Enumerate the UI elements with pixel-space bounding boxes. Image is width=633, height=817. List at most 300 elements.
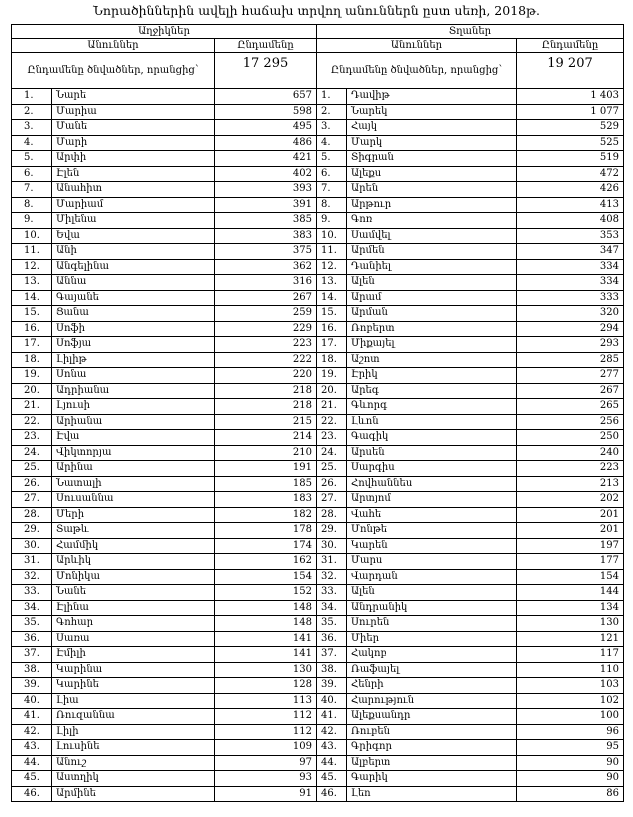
boy-rank: 1.: [317, 89, 347, 105]
table-row: [12, 492, 624, 508]
totals-row: [12, 53, 624, 89]
boy-name: Արեն: [347, 182, 517, 198]
girl-rank: 8.: [12, 198, 52, 214]
girl-name: Համմիկ: [52, 539, 215, 555]
boy-name: Գրիգոր: [347, 740, 517, 756]
boy-name: Ալբերտ: [347, 756, 517, 772]
table-row: [12, 244, 624, 260]
table-row: [12, 756, 624, 772]
boy-count: 240: [517, 446, 624, 462]
boy-rank: 33.: [317, 585, 347, 601]
boys-total-value: 19 207: [517, 53, 624, 89]
girl-name: Կարինա: [52, 663, 215, 679]
girl-count: 223: [215, 337, 317, 353]
boy-rank: 2.: [317, 105, 347, 121]
girl-name: Միլենա: [52, 213, 215, 229]
boy-name: Գևորգ: [347, 399, 517, 415]
boy-name: Լեո: [347, 787, 517, 803]
boy-name: Գագիկ: [347, 430, 517, 446]
girl-count: 385: [215, 213, 317, 229]
table-row: [12, 415, 624, 431]
boy-count: 100: [517, 709, 624, 725]
girl-name: Կարինե: [52, 678, 215, 694]
girl-rank: 30.: [12, 539, 52, 555]
boy-name: Միեր: [347, 632, 517, 648]
boy-count: 347: [517, 244, 624, 260]
table-row: [12, 399, 624, 415]
table-row: [12, 337, 624, 353]
boy-rank: 19.: [317, 368, 347, 384]
boy-rank: 25.: [317, 461, 347, 477]
girls-total-label: Ընդամենը ծնվածներ, որանցից՝: [12, 53, 215, 89]
table-row: [12, 523, 624, 539]
girl-rank: 40.: [12, 694, 52, 710]
boy-rank: 13.: [317, 275, 347, 291]
table-row: [12, 260, 624, 276]
girl-rank: 9.: [12, 213, 52, 229]
boy-count: 201: [517, 523, 624, 539]
girl-count: 222: [215, 353, 317, 369]
boy-rank: 5.: [317, 151, 347, 167]
boy-count: 213: [517, 477, 624, 493]
girls-header: Աղջիկներ: [12, 25, 317, 39]
boy-rank: 9.: [317, 213, 347, 229]
girl-count: 402: [215, 167, 317, 183]
boy-count: 90: [517, 771, 624, 787]
girls-count-header: Ընդամենը: [215, 39, 317, 53]
girl-name: Անի: [52, 244, 215, 260]
boy-count: 293: [517, 337, 624, 353]
girl-count: 218: [215, 384, 317, 400]
boy-rank: 41.: [317, 709, 347, 725]
boy-rank: 43.: [317, 740, 347, 756]
girl-rank: 15.: [12, 306, 52, 322]
girl-rank: 20.: [12, 384, 52, 400]
boy-name: Արթուր: [347, 198, 517, 214]
girl-name: Տաթև: [52, 523, 215, 539]
girl-name: Գայանե: [52, 291, 215, 307]
girl-name: Արփի: [52, 151, 215, 167]
table-row: [12, 678, 624, 694]
girl-count: 210: [215, 446, 317, 462]
girl-name: Արիանա: [52, 415, 215, 431]
table-row: [12, 446, 624, 462]
girl-rank: 10.: [12, 229, 52, 245]
girl-count: 182: [215, 508, 317, 524]
girl-count: 109: [215, 740, 317, 756]
girl-rank: 7.: [12, 182, 52, 198]
girl-rank: 14.: [12, 291, 52, 307]
girl-name: Նարե: [52, 89, 215, 105]
girl-rank: 34.: [12, 601, 52, 617]
girl-name: Սոֆյա: [52, 337, 215, 353]
girl-count: 421: [215, 151, 317, 167]
boy-name: Արման: [347, 306, 517, 322]
boy-name: Հենրի: [347, 678, 517, 694]
girl-rank: 35.: [12, 616, 52, 632]
boy-rank: 12.: [317, 260, 347, 276]
boy-rank: 6.: [317, 167, 347, 183]
girl-rank: 6.: [12, 167, 52, 183]
girl-name: Մոնիկա: [52, 570, 215, 586]
girl-rank: 4.: [12, 136, 52, 152]
boy-count: 201: [517, 508, 624, 524]
girl-rank: 27.: [12, 492, 52, 508]
girl-count: 93: [215, 771, 317, 787]
boy-rank: 44.: [317, 756, 347, 772]
table-row: [12, 291, 624, 307]
girl-count: 598: [215, 105, 317, 121]
boy-rank: 14.: [317, 291, 347, 307]
boy-name: Ալեքս: [347, 167, 517, 183]
table-row: [12, 105, 624, 121]
boys-names-header: Անուններ: [317, 39, 517, 53]
column-header-row: [12, 39, 624, 53]
boy-name: Մարս: [347, 554, 517, 570]
table-row: [12, 663, 624, 679]
table-row: [12, 725, 624, 741]
girl-rank: 41.: [12, 709, 52, 725]
girl-count: 152: [215, 585, 317, 601]
boy-name: Գոռ: [347, 213, 517, 229]
boy-count: 519: [517, 151, 624, 167]
boy-count: 277: [517, 368, 624, 384]
boy-count: 110: [517, 663, 624, 679]
table-row: [12, 709, 624, 725]
boy-rank: 37.: [317, 647, 347, 663]
girl-count: 162: [215, 554, 317, 570]
boy-rank: 8.: [317, 198, 347, 214]
table-row: [12, 647, 624, 663]
girl-name: Անահիտ: [52, 182, 215, 198]
girl-count: 183: [215, 492, 317, 508]
girl-count: 174: [215, 539, 317, 555]
boy-rank: 45.: [317, 771, 347, 787]
girl-rank: 43.: [12, 740, 52, 756]
girl-count: 178: [215, 523, 317, 539]
girl-rank: 2.: [12, 105, 52, 121]
table-row: [12, 601, 624, 617]
girl-rank: 44.: [12, 756, 52, 772]
girl-count: 375: [215, 244, 317, 260]
boy-count: 197: [517, 539, 624, 555]
boy-name: Արամ: [347, 291, 517, 307]
boy-count: 333: [517, 291, 624, 307]
boy-name: Սուրեն: [347, 616, 517, 632]
boy-count: 267: [517, 384, 624, 400]
girl-name: Էմիլի: [52, 647, 215, 663]
table-row: [12, 539, 624, 555]
girl-rank: 12.: [12, 260, 52, 276]
boy-rank: 10.: [317, 229, 347, 245]
girl-name: Անուշ: [52, 756, 215, 772]
boy-name: Հովհաննես: [347, 477, 517, 493]
boy-name: Նարեկ: [347, 105, 517, 121]
girl-name: Լիա: [52, 694, 215, 710]
table-row: [12, 306, 624, 322]
boy-name: Արմեն: [347, 244, 517, 260]
table-row: [12, 368, 624, 384]
girl-count: 316: [215, 275, 317, 291]
table-row: [12, 89, 624, 105]
girl-count: 91: [215, 787, 317, 803]
girl-count: 267: [215, 291, 317, 307]
boy-count: 408: [517, 213, 624, 229]
girl-name: Աստղիկ: [52, 771, 215, 787]
boy-rank: 23.: [317, 430, 347, 446]
girl-count: 97: [215, 756, 317, 772]
boy-name: Հարություն: [347, 694, 517, 710]
boy-rank: 22.: [317, 415, 347, 431]
girl-rank: 37.: [12, 647, 52, 663]
girl-name: Լիլի: [52, 725, 215, 741]
girl-count: 113: [215, 694, 317, 710]
boy-count: 1 077: [517, 105, 624, 121]
girl-name: Արմինե: [52, 787, 215, 803]
boy-count: 130: [517, 616, 624, 632]
girl-rank: 5.: [12, 151, 52, 167]
girl-rank: 16.: [12, 322, 52, 338]
table-row: [12, 213, 624, 229]
boy-name: Լևոն: [347, 415, 517, 431]
boy-count: 177: [517, 554, 624, 570]
boy-name: Տիգրան: [347, 151, 517, 167]
boy-count: 223: [517, 461, 624, 477]
boy-rank: 21.: [317, 399, 347, 415]
table-row: [12, 136, 624, 152]
girl-name: Լյուսի: [52, 399, 215, 415]
girl-count: 128: [215, 678, 317, 694]
boy-count: 1 403: [517, 89, 624, 105]
table-row: [12, 353, 624, 369]
boy-count: 285: [517, 353, 624, 369]
boy-name: Դավիթ: [347, 89, 517, 105]
girl-name: Անգելինա: [52, 260, 215, 276]
girl-count: 229: [215, 322, 317, 338]
boy-count: 472: [517, 167, 624, 183]
girl-name: Էլեն: [52, 167, 215, 183]
boy-rank: 28.: [317, 508, 347, 524]
girl-name: Վիկտորյա: [52, 446, 215, 462]
boy-count: 413: [517, 198, 624, 214]
boy-rank: 39.: [317, 678, 347, 694]
girl-rank: 33.: [12, 585, 52, 601]
girl-name: Նատալի: [52, 477, 215, 493]
girl-name: Սոֆի: [52, 322, 215, 338]
boy-rank: 26.: [317, 477, 347, 493]
boy-name: Դանիել: [347, 260, 517, 276]
girl-rank: 31.: [12, 554, 52, 570]
girl-name: Մարի: [52, 136, 215, 152]
girl-rank: 13.: [12, 275, 52, 291]
boy-name: Էրիկ: [347, 368, 517, 384]
girl-count: 495: [215, 120, 317, 136]
girl-count: 214: [215, 430, 317, 446]
girl-count: 486: [215, 136, 317, 152]
boy-count: 90: [517, 756, 624, 772]
girl-count: 391: [215, 198, 317, 214]
boy-name: Հակոբ: [347, 647, 517, 663]
girl-name: Սուսաննա: [52, 492, 215, 508]
boys-total-label: Ընդամենը ծնվածներ, որանցից՝: [317, 53, 517, 89]
page-title: Նորածիններին ավելի հաճախ տրվող անուններն ըստ սեռի, 2018թ.: [93, 3, 540, 18]
boy-count: 95: [517, 740, 624, 756]
table-row: [12, 477, 624, 493]
boys-count-header: Ընդամենը: [517, 39, 624, 53]
table-row: [12, 151, 624, 167]
girl-count: 154: [215, 570, 317, 586]
girl-name: Սառա: [52, 632, 215, 648]
girl-rank: 46.: [12, 787, 52, 803]
girl-rank: 26.: [12, 477, 52, 493]
girl-rank: 23.: [12, 430, 52, 446]
girl-name: Լուսինե: [52, 740, 215, 756]
boy-count: 320: [517, 306, 624, 322]
girl-name: Ցանա: [52, 306, 215, 322]
boy-name: Ռուբեն: [347, 725, 517, 741]
boy-name: Սարգիս: [347, 461, 517, 477]
boy-rank: 34.: [317, 601, 347, 617]
boy-name: Մարկ: [347, 136, 517, 152]
girl-name: Էլինա: [52, 601, 215, 617]
boy-rank: 32.: [317, 570, 347, 586]
boy-rank: 3.: [317, 120, 347, 136]
table-row: [12, 430, 624, 446]
boy-rank: 7.: [317, 182, 347, 198]
boy-name: Աշոտ: [347, 353, 517, 369]
girl-count: 220: [215, 368, 317, 384]
boy-count: 334: [517, 260, 624, 276]
boy-count: 144: [517, 585, 624, 601]
boy-count: 529: [517, 120, 624, 136]
boy-rank: 36.: [317, 632, 347, 648]
boy-name: Վահե: [347, 508, 517, 524]
girl-count: 141: [215, 632, 317, 648]
table-row: [12, 694, 624, 710]
boy-rank: 30.: [317, 539, 347, 555]
boy-name: Ռաֆայել: [347, 663, 517, 679]
girl-rank: 25.: [12, 461, 52, 477]
table-row: [12, 120, 624, 136]
girl-name: Ադրիանա: [52, 384, 215, 400]
girl-count: 657: [215, 89, 317, 105]
girl-name: Մարիա: [52, 105, 215, 121]
girl-name: Սոնա: [52, 368, 215, 384]
girl-rank: 38.: [12, 663, 52, 679]
girl-rank: 18.: [12, 353, 52, 369]
boy-count: 103: [517, 678, 624, 694]
boy-count: 256: [517, 415, 624, 431]
girl-count: 112: [215, 709, 317, 725]
boy-name: Ալեն: [347, 585, 517, 601]
girl-rank: 45.: [12, 771, 52, 787]
girl-count: 185: [215, 477, 317, 493]
boy-rank: 15.: [317, 306, 347, 322]
gender-header-row: [12, 25, 624, 39]
boy-count: 86: [517, 787, 624, 803]
girl-name: Ռուզաննա: [52, 709, 215, 725]
girl-name: Գոհար: [52, 616, 215, 632]
girl-rank: 22.: [12, 415, 52, 431]
boy-count: 202: [517, 492, 624, 508]
table-row: [12, 771, 624, 787]
boy-rank: 11.: [317, 244, 347, 260]
names-table: [11, 24, 624, 802]
girl-rank: 36.: [12, 632, 52, 648]
girl-rank: 32.: [12, 570, 52, 586]
girl-count: 141: [215, 647, 317, 663]
boy-rank: 46.: [317, 787, 347, 803]
boy-rank: 42.: [317, 725, 347, 741]
boy-count: 96: [517, 725, 624, 741]
boy-rank: 24.: [317, 446, 347, 462]
table-row: [12, 461, 624, 477]
boy-name: Արեգ: [347, 384, 517, 400]
girl-rank: 11.: [12, 244, 52, 260]
boy-count: 525: [517, 136, 624, 152]
girl-name: Արինա: [52, 461, 215, 477]
boy-name: Սամվել: [347, 229, 517, 245]
girl-rank: 42.: [12, 725, 52, 741]
boy-count: 154: [517, 570, 624, 586]
table-row: [12, 275, 624, 291]
girl-count: 191: [215, 461, 317, 477]
table-row: [12, 616, 624, 632]
boy-name: Հայկ: [347, 120, 517, 136]
girl-name: Էվա: [52, 430, 215, 446]
girl-count: 130: [215, 663, 317, 679]
girl-name: Արևիկ: [52, 554, 215, 570]
girl-rank: 1.: [12, 89, 52, 105]
girl-name: Մանե: [52, 120, 215, 136]
boy-rank: 27.: [317, 492, 347, 508]
girl-count: 393: [215, 182, 317, 198]
boy-rank: 29.: [317, 523, 347, 539]
girl-rank: 17.: [12, 337, 52, 353]
girl-rank: 28.: [12, 508, 52, 524]
girl-name: Մարիամ: [52, 198, 215, 214]
boy-count: 102: [517, 694, 624, 710]
table-row: [12, 508, 624, 524]
girl-count: 383: [215, 229, 317, 245]
boy-name: Ռոբերտ: [347, 322, 517, 338]
boy-rank: 31.: [317, 554, 347, 570]
girl-rank: 24.: [12, 446, 52, 462]
boy-count: 250: [517, 430, 624, 446]
girl-count: 112: [215, 725, 317, 741]
boy-name: Գարիկ: [347, 771, 517, 787]
girl-count: 215: [215, 415, 317, 431]
table-row: [12, 322, 624, 338]
boys-header: Տղաներ: [317, 25, 624, 39]
boy-name: Մոնթե: [347, 523, 517, 539]
boy-count: 294: [517, 322, 624, 338]
boy-rank: 18.: [317, 353, 347, 369]
table-row: [12, 570, 624, 586]
boy-rank: 35.: [317, 616, 347, 632]
boy-rank: 20.: [317, 384, 347, 400]
boy-count: 353: [517, 229, 624, 245]
boy-count: 334: [517, 275, 624, 291]
table-row: [12, 740, 624, 756]
boy-rank: 16.: [317, 322, 347, 338]
girl-count: 148: [215, 601, 317, 617]
girl-rank: 19.: [12, 368, 52, 384]
table-row: [12, 198, 624, 214]
boy-count: 121: [517, 632, 624, 648]
table-row: [12, 384, 624, 400]
table-row: [12, 554, 624, 570]
